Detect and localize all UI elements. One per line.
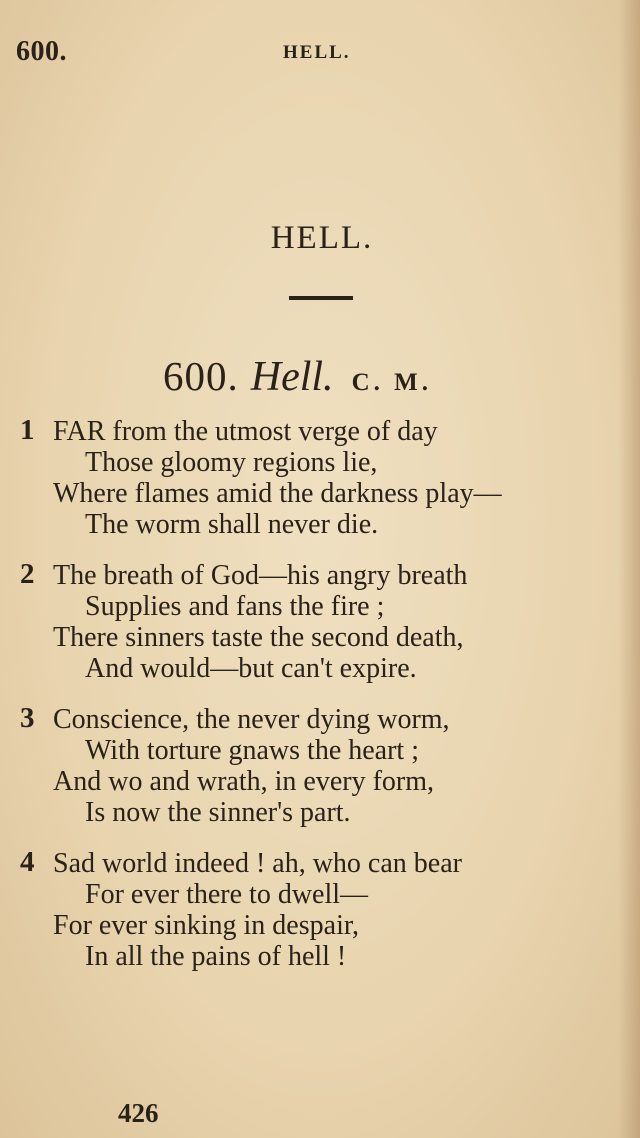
- verse-number: 4: [20, 846, 35, 878]
- hymn-title: Hell.: [250, 354, 334, 400]
- verse-line: Those gloomy regions lie,: [85, 447, 378, 478]
- verse-line: Supplies and fans the fire ;: [85, 591, 385, 622]
- verses: [0, 414, 640, 990]
- verse-number: 1: [20, 414, 35, 446]
- verse-number: 3: [20, 702, 35, 734]
- hymn-number: 600.: [163, 353, 239, 399]
- verse-line: Where flames amid the darkness play—: [53, 478, 502, 509]
- verse-line: For ever there to dwell—: [85, 879, 369, 910]
- section-heading: HELL.: [270, 220, 374, 256]
- verse-line: There sinners taste the second death,: [53, 622, 464, 653]
- running-head: [0, 36, 640, 70]
- heading-rule: [289, 296, 353, 300]
- verse-line: The breath of God—his angry breath: [53, 560, 468, 591]
- verse-line: The worm shall never die.: [85, 509, 379, 540]
- verse-1: [0, 414, 640, 558]
- verse-line: For ever sinking in despair,: [53, 910, 360, 941]
- verse-line: Sad world indeed ! ah, who can bear: [53, 848, 462, 879]
- hymn-heading: [163, 352, 432, 401]
- verse-line: With torture gnaws the heart ;: [85, 735, 419, 766]
- verse-line: FAR from the utmost verge of day: [53, 416, 438, 447]
- verse-2: [0, 558, 640, 702]
- verse-4: [0, 846, 640, 990]
- header-page-number: 600.: [16, 36, 67, 67]
- hymn-meter: C. M.: [351, 369, 432, 396]
- verse-number: 2: [20, 558, 35, 590]
- verse-line: And wo and wrath, in every form,: [53, 766, 435, 797]
- verse-line: And would—but can't expire.: [85, 653, 417, 684]
- verse-line: In all the pains of hell !: [85, 941, 347, 972]
- footer-page-number: 426: [118, 1098, 159, 1128]
- running-title: HELL.: [283, 42, 351, 63]
- verse-3: [0, 702, 640, 846]
- verse-line: Conscience, the never dying worm,: [53, 704, 450, 735]
- verse-line: Is now the sinner's part.: [85, 797, 351, 828]
